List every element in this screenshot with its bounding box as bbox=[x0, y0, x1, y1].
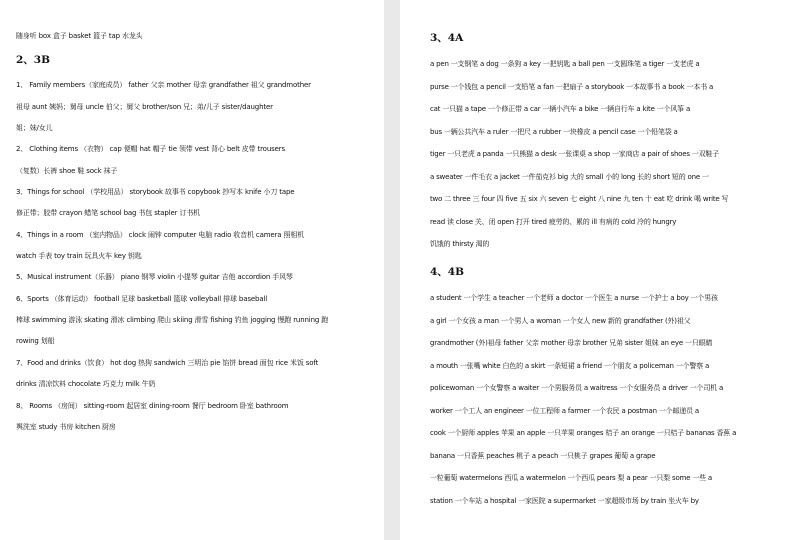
text-line: cat 一只猫 a tape 一个修正带 a car 一辆小汽车 a bike 一辆自行车 a kite 一个风筝 a bbox=[430, 105, 691, 113]
text-line: 2、 Clothing items （衣物） cap 便帽 hat 帽子 tie 领带 vest 背心 belt 皮带 trousers bbox=[16, 145, 285, 154]
text-line: worker 一个工人 an engineer 一位工程师 a farmer 一个农民 a postman 一个邮递员 a bbox=[430, 406, 699, 415]
text-line: purse 一个钱包 a pencil 一支铅笔 a fan 一把扇子 a storybook 一本故事书 a book 一本书 a bbox=[430, 82, 714, 91]
vocabulary-list-3b bbox=[16, 80, 370, 433]
text-line: 5、Musical instrument（乐器） piano 钢琴 violin 小提琴 guitar 吉他 accordion 手风琴 bbox=[16, 273, 293, 282]
text-line: 7、Food and drinks（饮食） hot dog 热狗 sandwich 三明治 pie 馅饼 bread 面包 rice 米饭 soft bbox=[16, 358, 319, 367]
text-line: 一粒葡萄 watermelons 西瓜 a watermelon 一个西瓜 pears 梨 a pear 一只梨 some 一些 a bbox=[430, 474, 712, 482]
text-line: 1、 Family members（家庭成员） father 父亲 mother 母亲 grandfather 祖父 grandmother bbox=[16, 81, 311, 90]
section-heading-4b: 4、4B bbox=[430, 266, 464, 278]
text-line: station 一个车站 a hospital 一家医院 a supermarket 一家超级市场 by train 坐火车 by bbox=[430, 496, 699, 505]
text-line: a sweater 一件毛衣 a jacket 一件茄克衫 big 大的 small 小的 long 长的 short 短的 one 一 bbox=[430, 172, 709, 181]
text-line: policewoman 一个女警察 a waiter 一个男服务员 a waitress 一个女服务员 a driver 一个司机 a bbox=[430, 384, 724, 392]
text-line: read 读 close 关、闭 open 打开 tired 疲劳的、累的 ill 有病的 cold 冷的 hungry bbox=[430, 217, 677, 226]
text-line: 8、 Rooms （房间） sitting-room 起居室 dining-room 餐厅 bedroom 卧室 bathroom bbox=[16, 401, 289, 410]
text-line: cook 一个厨师 apples 苹果 an apple 一只苹果 oranges 桔子 an orange 一只桔子 bananas 香蕉 a bbox=[430, 429, 737, 437]
text-line: 4、Things in a room （室内物品） clock 闹钟 computer 电脑 radio 收音机 camera 照相机 bbox=[16, 230, 305, 239]
text-line: 祖母 aunt 姨妈；舅母 uncle 伯父；舅父 brother/son 兄；弟/儿子 sister/daughter bbox=[16, 102, 273, 111]
right-page bbox=[400, 0, 788, 540]
text-line: tiger 一只老虎 a panda 一只熊猫 a desk 一张课桌 a shop 一家商店 a pair of shoes 一双鞋子 bbox=[430, 150, 720, 158]
text-line: rowing 划船 bbox=[16, 337, 55, 346]
text-line: two 二 three 三 four 四 five 五 six 六 seven 七 eight 八 nine 九 ten 十 eat 吃 drink 喝 write 写 bbox=[430, 195, 729, 203]
vocabulary-list-4b bbox=[430, 293, 758, 507]
text-line: a mouth 一张嘴 white 白色的 a skirt 一条短裙 a friend 一个朋友 a policeman 一个警察 a bbox=[430, 361, 710, 370]
text-line: 舆洗室 study 书房 kitchen 厨房 bbox=[16, 422, 116, 431]
text-line: grandmother (外)祖母 father 父亲 mother 母亲 brother 兄弟 sister 姐妹 an eye 一只眼睛 bbox=[430, 339, 713, 347]
text-line: （复数）长裤 shoe 鞋 sock 袜子 bbox=[16, 166, 118, 175]
text-line: bus 一辆公共汽车 a ruler 一把尺 a rubber 一块橡皮 a pencil case 一个铅笔袋 a bbox=[430, 127, 678, 136]
text-line: banana 一只香蕉 peaches 桃子 a peach 一只桃子 grapes 葡萄 a grape bbox=[430, 451, 656, 460]
left-page bbox=[0, 0, 384, 540]
text-line: drinks 清凉饮料 chocolate 巧克力 milk 牛奶 bbox=[16, 380, 156, 389]
text-line: watch 手表 toy train 玩具火车 key 钥匙 bbox=[16, 252, 142, 261]
text-line: a student 一个学生 a teacher 一个老师 a doctor 一个医生 a nurse 一个护士 a boy 一个男孩 bbox=[430, 294, 718, 302]
text-line: a pen 一支钢笔 a dog 一条狗 a key 一把钥匙 a ball pen 一支圆珠笔 a tiger 一支老虎 a bbox=[430, 60, 700, 68]
text-line: 饥饿的 thirsty 渴的 bbox=[430, 240, 490, 248]
text-line: 姐；妹/女儿 bbox=[16, 124, 53, 133]
text-line: 棒球 swimming 游泳 skating 滑冰 climbing 爬山 skiing 滑雪 fishing 钓鱼 jogging 慢跑 running 跑 bbox=[16, 316, 329, 325]
vocabulary-list-4a bbox=[430, 59, 758, 250]
intro-line: 随身听 box 盒子 basket 篮子 tap 水龙头 bbox=[16, 32, 143, 40]
text-line: 修正带；胶带 crayon 蜡笔 school bag 书包 stapler 订书机 bbox=[16, 209, 201, 218]
section-heading-4a: 3、4A bbox=[430, 32, 464, 44]
text-line: 6、Sports （体育运动） football 足球 basketball 篮球 volleyball 排球 baseball bbox=[16, 294, 268, 303]
text-line: a girl 一个女孩 a man 一个男人 a woman 一个女人 new 新的 grandfather (外)祖父 bbox=[430, 316, 691, 325]
section-heading-3b: 2、3B bbox=[16, 54, 50, 67]
text-line: 3、Things for school （学校用品） storybook 故事书 copybook 抄写本 knife 小刀 tape bbox=[16, 188, 295, 197]
